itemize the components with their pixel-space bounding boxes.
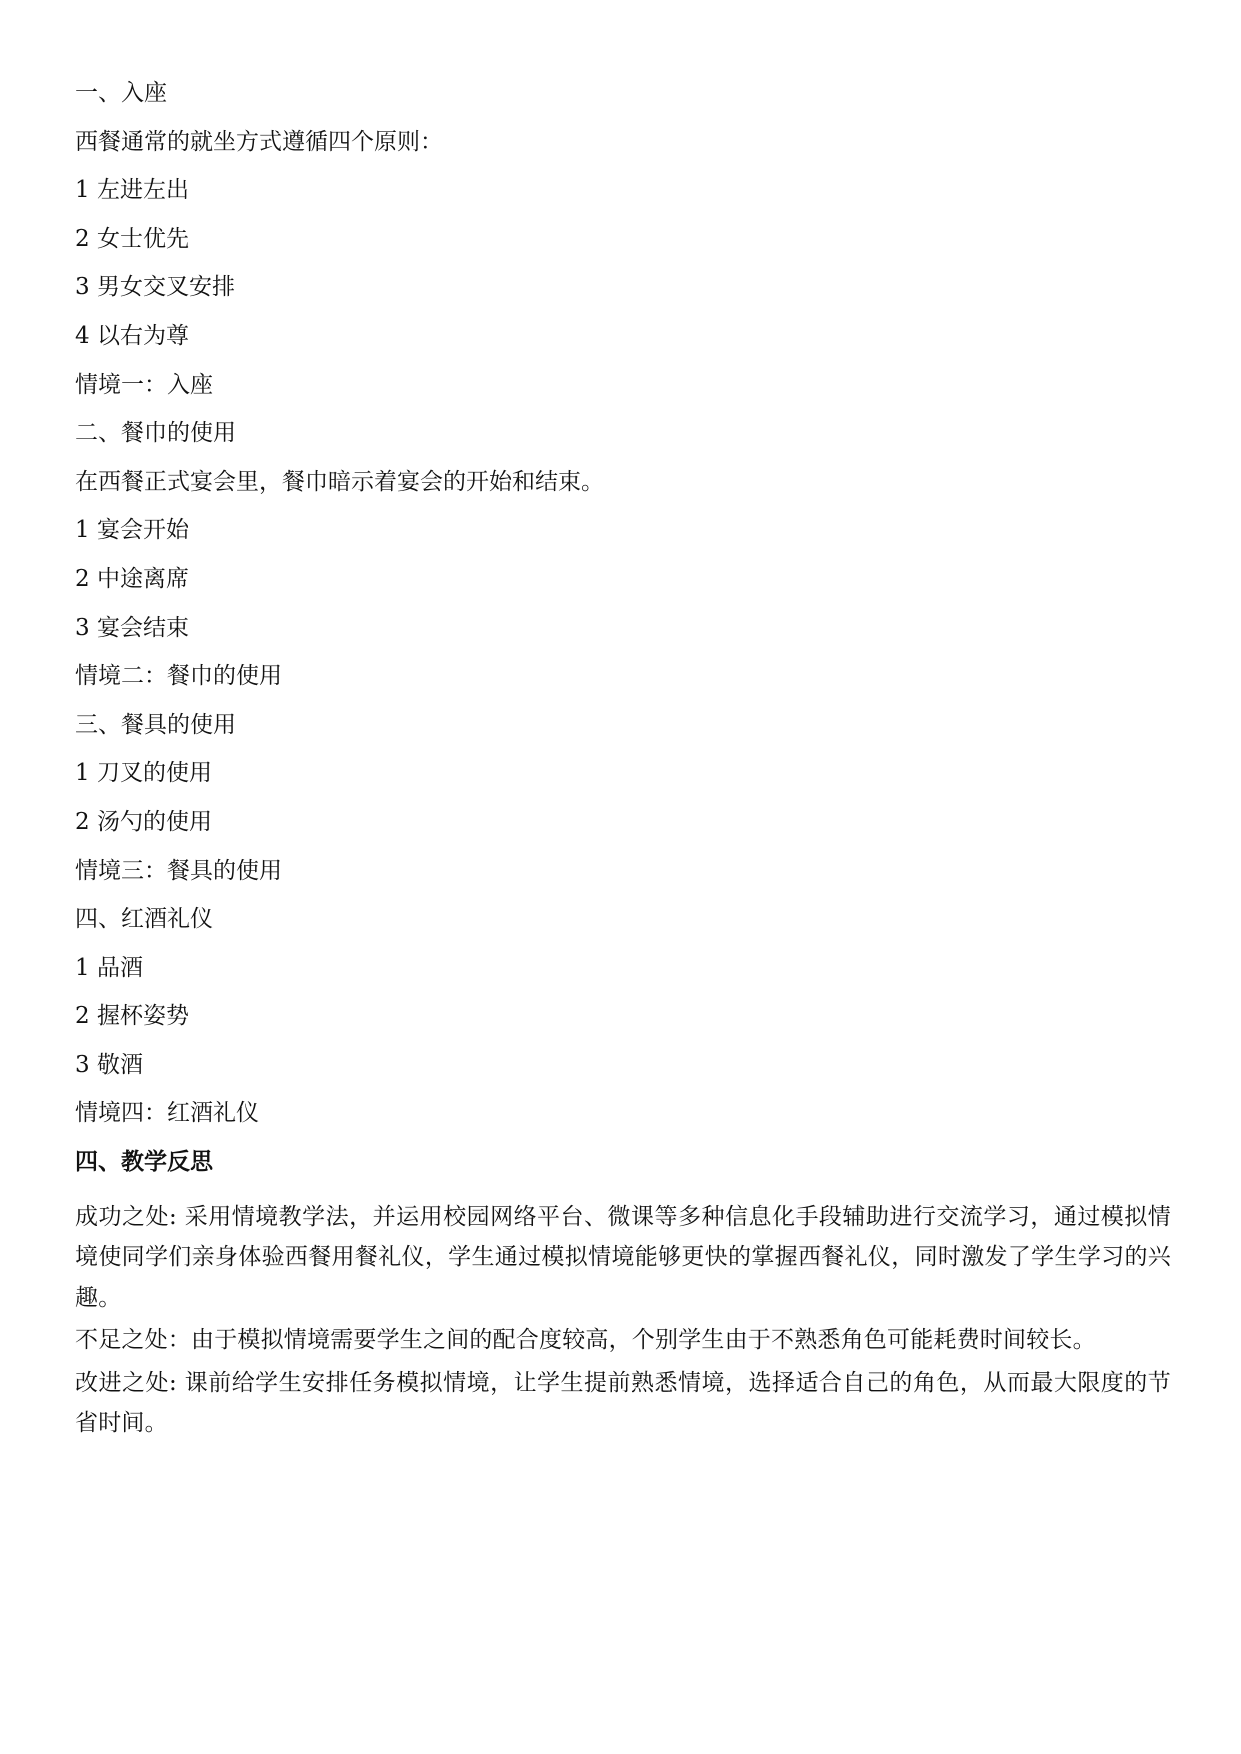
reflection-improvement-paragraph: 改进之处: 课前给学生安排任务模拟情境，让学生提前熟悉情境，选择适合自己的角色，从而最大限度的节省时间。 [75, 1369, 1171, 1437]
list-item: 2 汤勺的使用 [75, 808, 212, 835]
scenario-label: 情境四：红酒礼仪 [75, 1100, 259, 1127]
section-heading-wine: 四、红酒礼仪 [75, 906, 213, 933]
reflection-heading: 四、教学反思 [75, 1149, 213, 1176]
reflection-shortcoming-paragraph: 不足之处：由于模拟情境需要学生之间的配合度较高，个别学生由于不熟悉角色可能耗费时间较长。 [75, 1327, 1096, 1354]
list-item: 3 敬酒 [75, 1051, 143, 1078]
list-item: 1 品酒 [75, 954, 143, 981]
document-page [75, 79, 1171, 1444]
list-item: 1 刀叉的使用 [75, 760, 212, 787]
text-line: 在西餐正式宴会里，餐巾暗示着宴会的开始和结束。 [75, 468, 604, 495]
list-item: 1 左进左出 [75, 177, 189, 204]
list-item: 2 中途离席 [75, 565, 189, 592]
scenario-label: 情境二：餐巾的使用 [75, 663, 282, 690]
list-item: 1 宴会开始 [75, 517, 189, 544]
list-item: 3 男女交叉安排 [75, 274, 235, 301]
section-heading-napkin: 二、餐巾的使用 [75, 420, 236, 447]
list-item: 2 握杯姿势 [75, 1003, 189, 1030]
list-item: 2 女士优先 [75, 225, 189, 252]
text-line: 西餐通常的就坐方式遵循四个原则： [75, 128, 443, 155]
scenario-label: 情境一：入座 [75, 371, 213, 398]
list-item: 3 宴会结束 [75, 614, 189, 641]
reflection-success-paragraph: 成功之处: 采用情境教学法，并运用校园网络平台、微课等多种信息化手段辅助进行交流学习，通过模拟情境使同学们亲身体验西餐用餐礼仪，学生通过模拟情境能够更快的掌握西餐礼仪，同时激发了学生学习的兴趣。 [75, 1203, 1171, 1311]
section-heading-seating: 一、入座 [75, 80, 167, 106]
list-item: 4 以右为尊 [75, 322, 189, 349]
scenario-label: 情境三：餐具的使用 [75, 857, 282, 884]
section-heading-tableware: 三、餐具的使用 [75, 711, 236, 738]
